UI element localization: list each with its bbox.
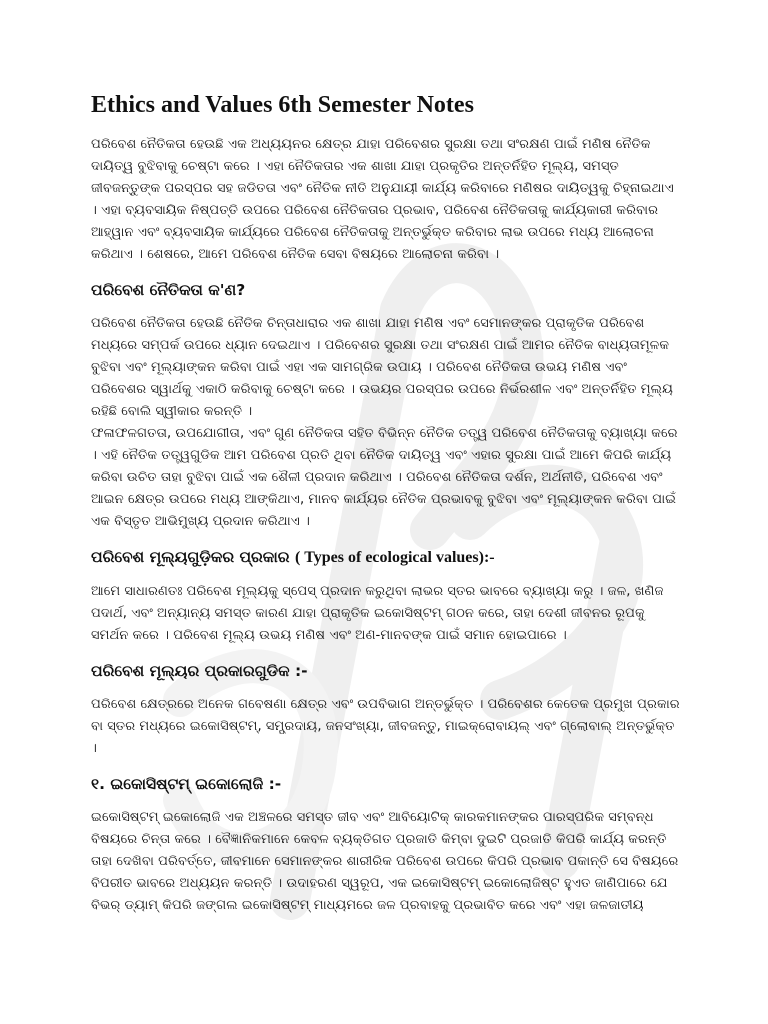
heading-kinds: ପରିବେଶ ମୂଲ୍ୟର ପ୍ରକାରଗୁଡିକ :- [91, 662, 308, 680]
heading-what-is: ପରିବେଶ ନୈତିକତା କ'ଣ? [91, 281, 246, 299]
document-content [91, 90, 681, 929]
document-title: Ethics and Values 6th Semester Notes [91, 92, 474, 118]
paragraph-kinds: ପରିବେଶ କ୍ଷେତ୍ରରେ ଅନେକ ଗବେଷଣା କ୍ଷେତ୍ର ଏବଂ ଉପବିଭାଗ ଅନ୍ତର୍ଭୁକ୍ତ । ପରିବେଶର କେତେକ ପ୍ରମୁଖ ପ୍ରକାର ବା ସ୍ତର ମଧ୍ୟରେ ଇକୋସିଷ୍ଟମ୍, ସମ୍ପ୍ରଦାୟ, ଜନସଂଖ୍ୟା, ଜୀବଜନ୍ତୁ, ମାଇକ୍ରୋବାୟଲ୍ ଏବଂ ଗ୍ଲୋବାଲ୍ ଅନ୍ତର୍ଭୁକ୍ତ । [91, 697, 680, 756]
paragraph-ecosystem: ଇକୋସିଷ୍ଟମ୍ ଇକୋଲୋଜି ଏକ ଅଞ୍ଚଳରେ ସମସ୍ତ ଜୀବ ଏବଂ ଆବିୟୋଟିକ୍ କାରକମାନଙ୍କର ପାରସ୍ପରିକ ସମ୍ବନ୍ଧ ବିଷୟରେ ଚିନ୍ତା କରେ । ବୈଜ୍ଞାନିକମାନେ କେବଳ ବ୍ୟକ୍ତିଗତ ପ୍ରଜାତି କିମ୍ବା ଦୁଇଟି ପ୍ରଜାତି କିପରି କାର୍ଯ୍ୟ କରନ୍ତି ତାହା ଦେଖିବା ପରିବର୍ତ୍ତେ, ଜୀବମାନେ ସେମାନଙ୍କର ଶାରୀରିକ ପରିବେଶ ଉପରେ କିପରି ପ୍ରଭାବ ପକାନ୍ତି ସେ ବିଷୟରେ ବିପରୀତ ଭାବରେ ଅଧ୍ୟୟନ କରନ୍ତି । ଉଦାହରଣ ସ୍ୱରୂପ, ଏକ ଇକୋସିଷ୍ଟମ୍ ଇକୋଲୋଜିଷ୍ଟ ହୁଏତ ଜାଣିପାରେ ଯେ ବିଭର୍ ଡ୍ୟାମ୍ କିପରି ଜଙ୍ଗଲ ଇକୋସିଷ୍ଟମ୍ ମାଧ୍ୟମରେ ଜଳ ପ୍ରବାହକୁ ପ୍ରଭାବିତ କରେ ଏବଂ ଏହା ଜଳଜାତୀୟ [91, 810, 679, 913]
paragraph-intro: ପରିବେଶ ନୈତିକତା ହେଉଛି ଏକ ଅଧ୍ୟୟନର କ୍ଷେତ୍ର ଯାହା ପରିବେଶର ସୁରକ୍ଷା ତଥା ସଂରକ୍ଷଣ ପାଇଁ ମଣିଷ ନୈତିକ ଦାୟିତ୍ୱ ବୁଝିବାକୁ ଚେଷ୍ଟା କରେ । ଏହା ନୈତିକତାର ଏକ ଶାଖା ଯାହା ପ୍ରକୃତିର ଅନ୍ତର୍ନିହିତ ମୂଲ୍ୟ, ସମସ୍ତ ଜୀବଜନ୍ତୁଙ୍କ ପରସ୍ପର ସହ ଜଡିତତା ଏବଂ ନୈତିକ ନୀତି ଅନୁଯାୟୀ କାର୍ଯ୍ୟ କରିବାରେ ମଣିଷର ଦାୟିତ୍ୱକୁ ଚିହ୍ନାଇଥାଏ । ଏହା ବ୍ୟବସାୟିକ ନିଷ୍ପତ୍ତି ଉପରେ ପରିବେଶ ନୈତିକତାର ପ୍ରଭାବ, ପରିବେଶ ନୈତିକତାକୁ କାର୍ଯ୍ୟକାରୀ କରିବାର ଆହ୍ୱାନ ଏବଂ ବ୍ୟବସାୟିକ କାର୍ଯ୍ୟରେ ପରିବେଶ ନୈତିକତାକୁ ଅନ୍ତର୍ଭୁକ୍ତ କରିବାର ଲାଭ ଉପରେ ମଧ୍ୟ ଆଲୋଚନା କରିଥାଏ । ଶେଷରେ, ଆମେ ପରିବେଶ ନୈତିକ ସେବା ବିଷୟରେ ଆଲୋଚନା କରିବା । [91, 137, 674, 262]
heading-types [91, 545, 681, 570]
heading-types-english: ( Types of ecological values):- [294, 549, 495, 566]
heading-types-odia: ପରିବେଶ ମୂଲ୍ୟଗୁଡ଼ିକର ପ୍ରକାର [91, 548, 290, 566]
paragraph-what-is-2: ଫଳାଫଳଗତତା, ଉପଯୋଗୀତା, ଏବଂ ଗୁଣ ନୈତିକତା ସହିତ ବିଭିନ୍ନ ନୈତିକ ତତ୍ତ୍ୱ ପରିବେଶ ନୈତିକତାକୁ ବ୍ୟାଖ୍ୟା କରେ । ଏହି ନୈତିକ ତତ୍ତ୍ୱଗୁଡିକ ଆମ ପରିବେଶ ପ୍ରତି ଥିବା ନୈତିକ ଦାୟିତ୍ୱ ଏବଂ ଏହାର ସୁରକ୍ଷା ପାଇଁ ଆମେ କିପରି କାର୍ଯ୍ୟ କରିବା ଉଚିତ ତାହା ବୁଝିବା ପାଇଁ ଏକ ଶୈଳୀ ପ୍ରଦାନ କରିଥାଏ । ପରିବେଶ ନୈତିକତା ଦର୍ଶନ, ଅର୍ଥନୀତି, ପରିବେଶ ଏବଂ ଆଇନ କ୍ଷେତ୍ର ଉପରେ ମଧ୍ୟ ଆଙ୍କିଥାଏ, ମାନବ କାର୍ଯ୍ୟର ନୈତିକ ପ୍ରଭାବକୁ ବୁଝିବା ଏବଂ ମୂଲ୍ୟାଙ୍କନ କରିବା ପାଇଁ ଏକ ବିସ୍ତୃତ ଆଭିମୁଖ୍ୟ ପ୍ରଦାନ କରିଥାଏ । [91, 426, 678, 529]
paragraph-types-intro: ଆମେ ସାଧାରଣତଃ ପରିବେଶ ମୂଲ୍ୟକୁ ସ୍ପେସ୍ ପ୍ରଦାନ କରୁଥିବା ଲାଭର ସ୍ତର ଭାବରେ ବ୍ୟାଖ୍ୟା କରୁ । ଜଳ, ଖଣିଜ ପଦାର୍ଥ, ଏବଂ ଅନ୍ୟାନ୍ୟ ସମସ୍ତ କାରଣ ଯାହା ପ୍ରାକୃତିକ ଇକୋସିଷ୍ଟମ୍ ଗଠନ କରେ, ତାହା ଦେଶୀ ଜୀବନର ରୂପକୁ ସମର୍ଥନ କରେ । ପରିବେଶ ମୂଲ୍ୟ ଉଭୟ ମଣିଷ ଏବଂ ଅଣ-ମାନବଙ୍କ ପାଇଁ ସମାନ ହୋଇପାରେ । [91, 584, 664, 643]
paragraph-what-is-1: ପରିବେଶ ନୈତିକତା ହେଉଛି ନୈତିକ ଚିନ୍ତାଧାରାର ଏକ ଶାଖା ଯାହା ମଣିଷ ଏବଂ ସେମାନଙ୍କର ପ୍ରାକୃତିକ ପରିବେଶ ମଧ୍ୟରେ ସମ୍ପର୍କ ଉପରେ ଧ୍ୟାନ ଦେଇଥାଏ । ପରିବେଶର ସୁରକ୍ଷା ତଥା ସଂରକ୍ଷଣ ପାଇଁ ଆମର ନୈତିକ ବାଧ୍ୟତାମୂଳକ ବୁଝିବା ଏବଂ ମୂଲ୍ୟାଙ୍କନ କରିବା ପାଇଁ ଏହା ଏକ ସାମଗ୍ରିକ ଉପାୟ । ପରିବେଶ ନୈତିକତା ଉଭୟ ମଣିଷ ଏବଂ ପରିବେଶର ସ୍ୱାର୍ଥକୁ ଏକାଠି କରିବାକୁ ଚେଷ୍ଟା କରେ । ଉଭୟର ପରସ୍ପର ଉପରେ ନିର୍ଭରଶୀଳ ଏବଂ ଅନ୍ତର୍ନିହିତ ମୂଲ୍ୟ ରହିଛି ବୋଲି ସ୍ୱୀକାର କରନ୍ତି । [91, 316, 674, 419]
heading-ecosystem: ୧. ଇକୋସିଷ୍ଟମ୍ ଇକୋଲୋଜି :- [91, 775, 282, 793]
